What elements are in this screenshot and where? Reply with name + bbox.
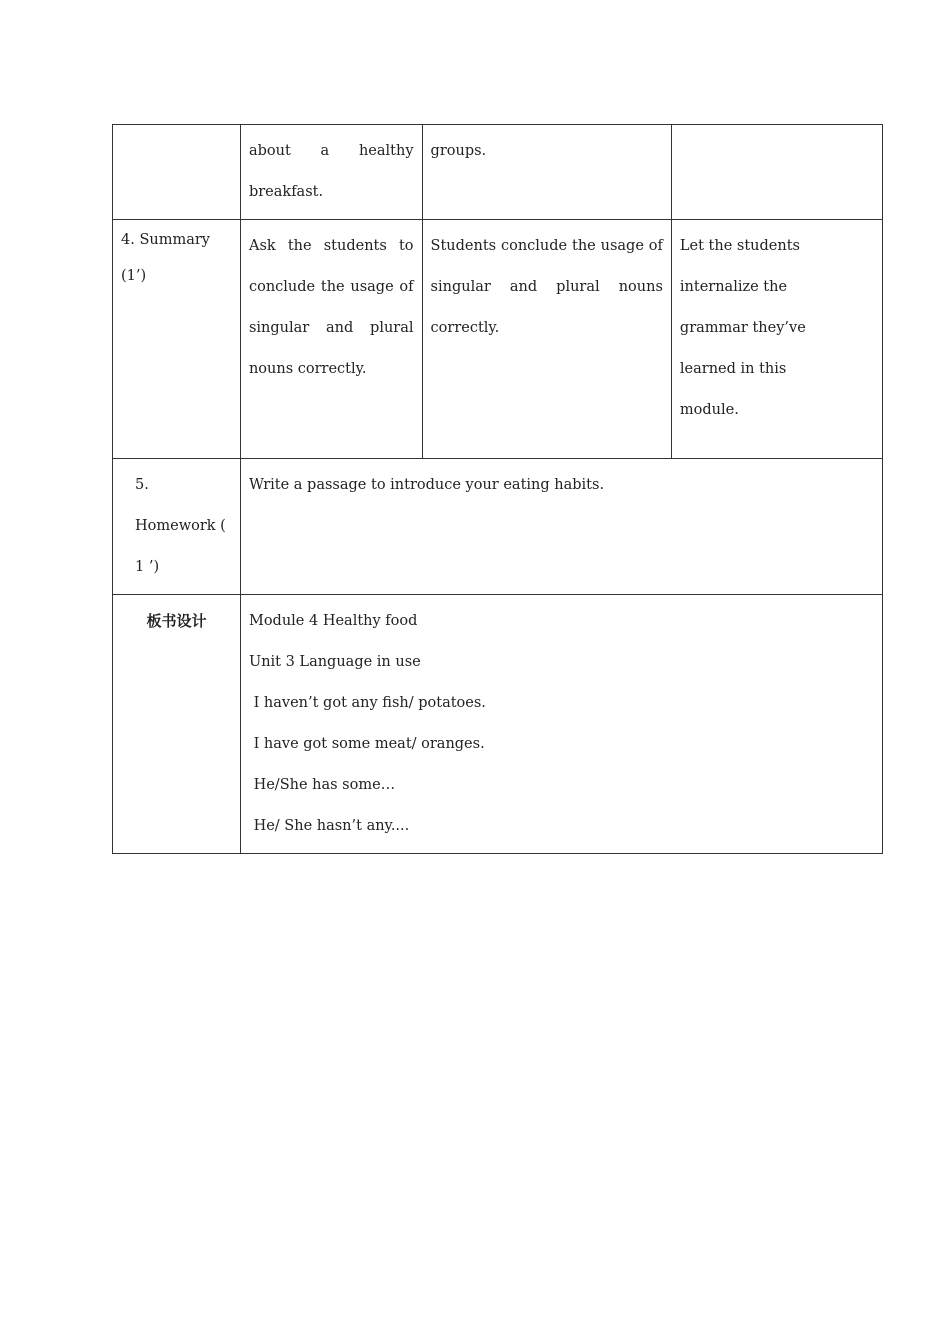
student-activity-cell: groups. — [422, 125, 671, 220]
board-design-label: 板书设计 — [113, 595, 241, 854]
purpose-cell — [671, 125, 882, 220]
board-line: Module 4 Healthy food — [248, 613, 418, 629]
purpose-line: module. — [679, 402, 739, 418]
purpose-cell — [671, 220, 882, 459]
table-row — [113, 459, 883, 595]
table-row — [113, 220, 883, 459]
homework-cell: Write a passage to introduce your eating habits. — [240, 459, 882, 595]
board-line: He/She has some… — [248, 777, 396, 793]
table-row — [113, 595, 883, 854]
purpose-line: grammar they’ve — [679, 320, 806, 336]
purpose-line: learned in this — [679, 361, 787, 377]
lesson-plan-table — [112, 124, 883, 854]
student-activity-cell: Students conclude the usage of singular and plural nouns correctly. — [422, 220, 671, 459]
teacher-activity-cell: Ask the students to conclude the usage of singular and plural nouns correctly. — [240, 220, 422, 459]
table-row — [113, 125, 883, 220]
board-design-content — [240, 595, 882, 854]
board-line: I have got some meat/ oranges. — [248, 736, 485, 752]
board-line: He/ She hasn’t any.... — [248, 818, 410, 834]
step-cell: 4. Summary (1’) — [113, 220, 241, 459]
teacher-activity-cell: about a healthy breakfast. — [240, 125, 422, 220]
step-cell — [113, 125, 241, 220]
board-line: I haven’t got any fish/ potatoes. — [248, 695, 486, 711]
step-cell: 5. Homework ( 1 ’) — [113, 459, 241, 595]
purpose-line: Let the students — [679, 238, 800, 254]
purpose-line: internalize the — [679, 279, 788, 295]
board-line: Unit 3 Language in use — [248, 654, 421, 670]
